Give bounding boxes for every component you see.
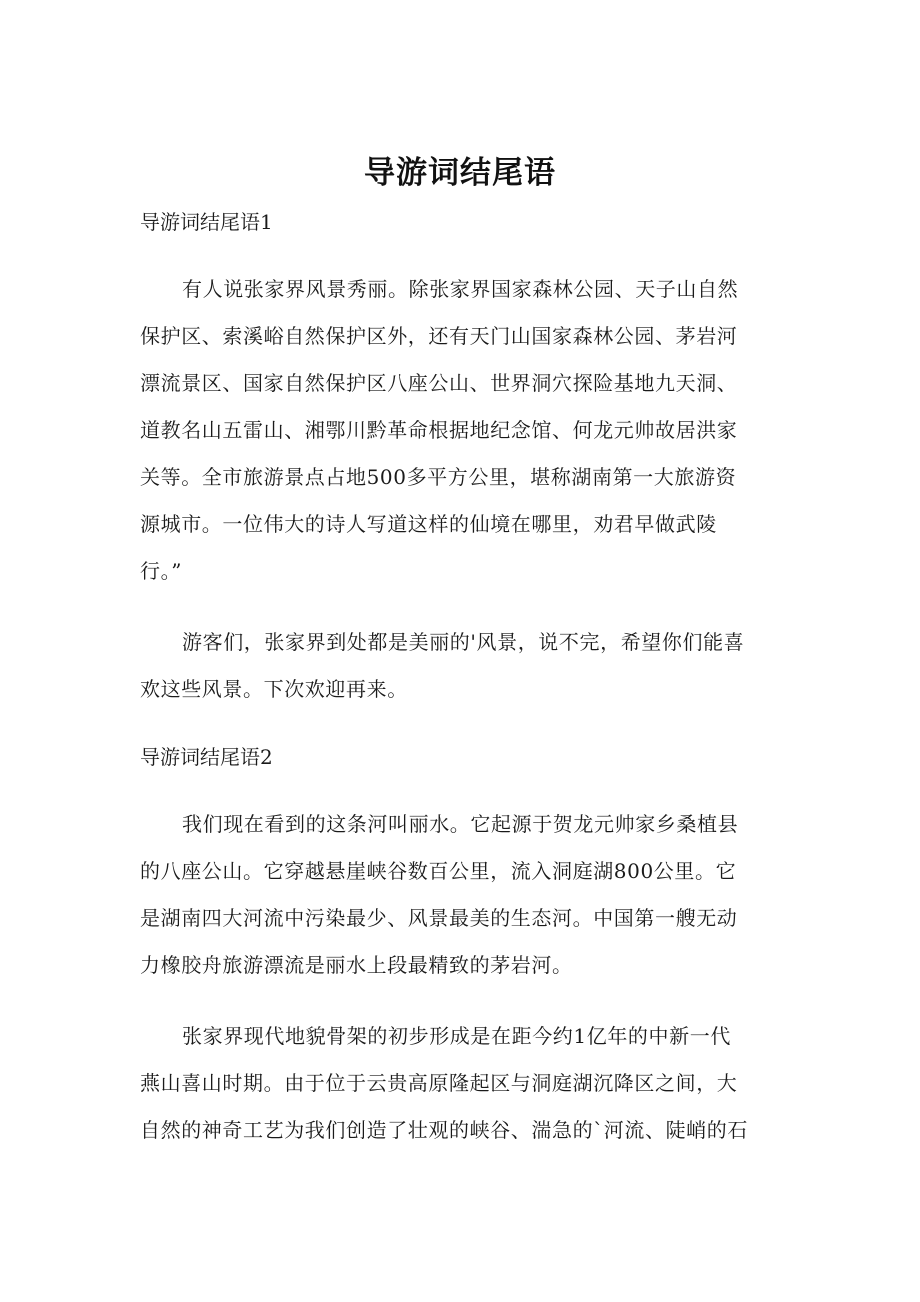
text-line: 道教名山五雷山、湘鄂川黔革命根据地纪念馆、何龙元帅故居洪家 xyxy=(140,418,738,442)
document-body xyxy=(140,202,780,1178)
text-line: 行。” xyxy=(140,559,183,583)
text-line: 关等。全市旅游景点占地500多平方公里，堪称湖南第一大旅游资 xyxy=(140,465,737,489)
text-line: 燕山喜山时期。由于位于云贵高原隆起区与洞庭湖沉降区之间，大 xyxy=(140,1071,738,1095)
section-2 xyxy=(140,737,780,1154)
section-1 xyxy=(140,202,780,713)
section-heading: 导游词结尾语1 xyxy=(140,210,273,234)
text-line: 自然的神奇工艺为我们创造了壮观的峡谷、湍急的`河流、陡峭的石 xyxy=(140,1118,748,1142)
text-line: 源城市。一位伟大的诗人写道这样的仙境在哪里，劝君早做武陵 xyxy=(140,512,717,536)
paragraph xyxy=(140,801,780,989)
text-line: 力橡胶舟旅游漂流是丽水上段最精致的茅岩河。 xyxy=(140,953,573,977)
text-line: 张家界现代地貌骨架的初步形成是在距今约1亿年的中新一代 xyxy=(182,1024,731,1048)
text-line: 有人说张家界风景秀丽。除张家界国家森林公园、天子山自然 xyxy=(182,277,739,301)
text-line: 我们现在看到的这条河叫丽水。它起源于贺龙元帅家乡桑植县 xyxy=(182,812,739,836)
paragraph xyxy=(140,1013,780,1154)
text-line: 的八座公山。它穿越悬崖峡谷数百公里，流入洞庭湖800公里。它 xyxy=(140,859,737,883)
text-line: 是湖南四大河流中污染最少、风景最美的生态河。中国第一艘无动 xyxy=(140,906,738,930)
document-title: 导游词结尾语 xyxy=(364,155,556,191)
paragraph xyxy=(140,266,780,595)
text-line: 保护区、索溪峪自然保护区外，还有天门山国家森林公园、茅岩河 xyxy=(140,324,738,348)
paragraph xyxy=(140,619,780,713)
text-line: 游客们，张家界到处都是美丽的'风景，说不完，希望你们能喜 xyxy=(182,630,745,654)
text-line: 欢这些风景。下次欢迎再来。 xyxy=(140,677,408,701)
section-heading: 导游词结尾语2 xyxy=(140,745,273,769)
text-line: 漂流景区、国家自然保护区八座公山、世界洞穴探险基地九天洞、 xyxy=(140,371,738,395)
